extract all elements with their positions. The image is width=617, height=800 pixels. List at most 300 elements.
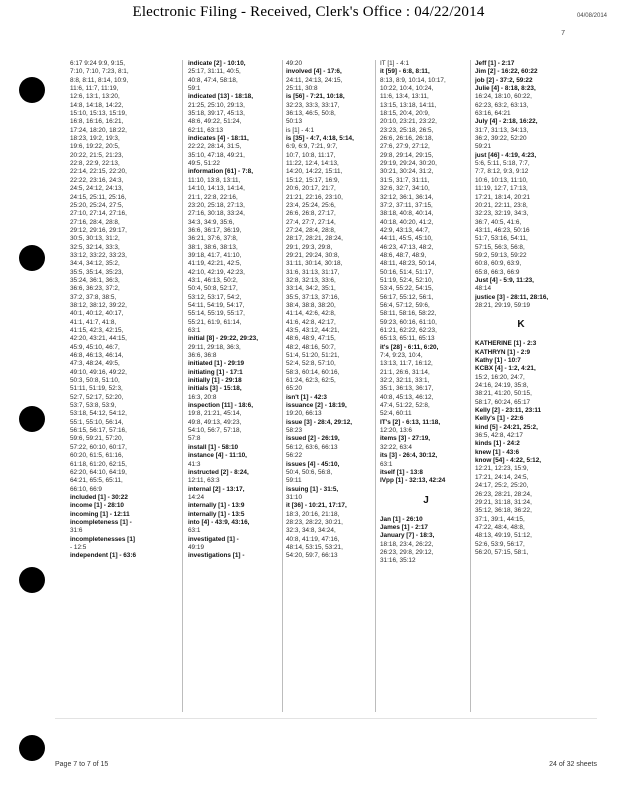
index-entry-refs: is [1] - 4:1 (286, 126, 315, 134)
index-entry-refs: 52:7, 52:17, 52:20, (70, 393, 124, 401)
index-entry-term: Jeff [1] - 2:17 (475, 60, 515, 67)
footer-rule (55, 718, 597, 719)
index-entry-refs: 49:8, 49:13, 49:23, (188, 418, 242, 426)
index-entry-refs: 61:21, 62:22, 62:23, (380, 327, 437, 334)
index-entry-refs: 29:1, 29:3, 29:8, (286, 243, 333, 251)
index-entry-refs: 51:19, 52:4, 52:10, (380, 276, 434, 284)
index-entry-refs: 49:5, 51:22 (188, 160, 220, 168)
index-entry-refs: 19:20, 66:13 (286, 410, 322, 418)
index-entry-refs: 47:4, 51:22, 52:8, (380, 402, 430, 410)
index-entry-refs: 63:1 (188, 527, 201, 535)
index-entry-refs: 53:7, 53:8, 53:9, (70, 402, 117, 410)
index-entry-refs: 22:22, 23:16, 24:3, (70, 176, 124, 184)
column-divider (375, 60, 376, 712)
index-entry-refs: 56:4, 57:12, 59:6, (380, 301, 430, 309)
index-entry-refs: 59:11 (286, 477, 302, 485)
index-column-3 (286, 60, 378, 561)
index-entry-refs: 58:3, 60:14, 60:16, (286, 368, 340, 376)
index-entry-refs: 45:9, 45:10, 46:7, (70, 343, 120, 351)
index-entry-refs: 37:2, 37:8, 38:5, (70, 293, 117, 301)
index-entry-refs: 32:23, 33:3, 33:17, (286, 101, 340, 109)
index-entry-refs: 26:6, 26:16, 26:18, (380, 135, 434, 143)
index-entry-refs: 25:17, 31:11, 40:5, (188, 68, 241, 76)
index-entry-refs: 25:11, 30:8 (286, 85, 318, 93)
index-entry-refs: 59:6, 59:21, 57:20, (70, 435, 124, 443)
index-entry-term: it's [28] - 6:11, 6:20, (380, 343, 439, 351)
index-entry-refs: 18:15, 20:4, 20:9, (380, 110, 430, 118)
index-entry-refs: 47:22, 48:4, 48:8, (475, 523, 525, 531)
index-entry-refs: 66:10, 66:9 (70, 485, 102, 493)
index-entry-refs: 13:13, 11:7, 16:12, (380, 360, 433, 368)
index-entry-refs: 37:1, 39:1, 44:15, (475, 515, 525, 523)
index-entry-term: Jim [2] - 16:22, 60:22 (475, 68, 538, 76)
index-entry-refs: 62:11, 63:13 (188, 126, 224, 134)
index-entry-refs: 23:20, 25:18, 27:13, (188, 201, 245, 209)
index-entry-term: just [46] - 4:19, 4:23, (475, 151, 537, 159)
index-entry-term: initiating [1] - 17:1 (188, 368, 243, 376)
index-entry-term: information [61] - 7:8, (188, 168, 253, 176)
index-entry-refs: 16:24, 18:10, 60:22, (475, 93, 532, 101)
index-entry-refs: 57:8 (188, 435, 201, 443)
index-entry-refs: 39:18, 41:7, 41:10, (188, 251, 242, 259)
index-entry-refs: 48:6, 49:22, 51:24, (188, 118, 242, 126)
index-entry-refs: 38:1, 38:6, 38:13, (188, 243, 238, 251)
index-entry-refs: 24:16, 24:19, 35:8, (475, 382, 529, 390)
punch-hole-icon (19, 77, 45, 103)
index-entry-refs: 28:21, 29:19, 59:19 (475, 301, 531, 309)
index-entry-refs: 60:20, 61:5, 61:16, (70, 452, 124, 460)
index-entry-refs: 55:1, 55:10, 56:14, (70, 418, 124, 426)
index-entry-refs: 21:21, 22:16, 23:10, (286, 193, 343, 201)
index-entry-term: issuance [2] - 18:19, (286, 402, 347, 410)
index-entry-refs: 18:3, 20:16, 21:18, (286, 510, 340, 518)
index-entry-refs: 7:10, 7:10, 7:23, 8:1, (70, 68, 129, 76)
index-entry-refs: 32:23, 32:19, 34:3, (475, 210, 529, 218)
index-entry-refs: 20:10, 23:21, 23:22, (380, 118, 437, 126)
index-entry-refs: 23:4, 25:24, 25:6, (286, 201, 336, 209)
index-entry-term: investigations [1] - (188, 552, 245, 560)
index-entry-refs: 41:1, 41:7, 41:8, (70, 318, 117, 326)
index-entry-refs: 31:11, 30:14, 30:18, (286, 260, 343, 268)
index-entry-term: know [54] - 4:22, 5:12, (475, 457, 542, 465)
index-entry-refs: 41:19, 42:21, 42:5, (188, 260, 242, 268)
index-entry-refs: 20:6, 20:17, 21:7, (286, 185, 336, 193)
index-entry-refs: 21:1, 22:8, 22:16, (188, 193, 238, 201)
index-entry-refs: 59:1 (188, 85, 201, 93)
index-entry-refs: 38:18, 40:8, 40:14, (380, 210, 434, 218)
index-entry-refs: 44:11, 45:5, 45:10, (380, 235, 433, 243)
index-entry-term: incompletenesses [1] (70, 535, 135, 543)
index-entry-refs: 36:6, 36:23, 37:2, (70, 285, 120, 293)
index-entry-term: issue [3] - 28:4, 29:12, (286, 418, 353, 426)
index-entry-refs: 52:6, 53:9, 56:17, (475, 540, 525, 548)
index-entry-refs: 17:24, 18:20, 18:22, (70, 126, 127, 134)
index-entry-term: is [56] - 7:21, 10:18, (286, 93, 345, 101)
index-entry-term: issued [2] - 26:19, (286, 435, 340, 443)
index-entry-refs: IT [1] - 4:1 (380, 60, 410, 67)
index-entry-refs: 53:12, 53:17, 54:2, (188, 293, 242, 301)
index-entry-term: install [1] - 58:10 (188, 443, 239, 451)
index-section-letter: K (517, 319, 525, 331)
index-entry-term: indicates [4] - 18:11, (188, 135, 249, 143)
index-entry-refs: 11:22, 12:4, 14:13, (286, 160, 339, 168)
index-entry-refs: 28:17, 28:21, 28:24, (286, 235, 343, 243)
index-entry-refs: 42:9, 43:13, 44:7, (380, 226, 430, 234)
index-entry-refs: 19:6, 19:22, 20:5, (70, 143, 120, 151)
index-entry-refs: 34:3, 34:9, 35:6, (188, 218, 235, 226)
index-entry-term: indicated [13] - 18:18, (188, 93, 253, 101)
index-entry-refs: 25:20, 25:24, 27:5, (70, 201, 124, 209)
index-entry-refs: 63:1 (188, 327, 201, 334)
index-entry-refs: 50:4, 50:8, 52:17, (188, 285, 238, 293)
index-entry-refs: 26:6, 26:8, 27:17, (286, 210, 336, 218)
index-entry-refs: 57:15, 56:3, 56:8, (475, 243, 525, 251)
index-entry-refs: 41:6, 42:8, 42:17, (286, 318, 336, 326)
index-entry-refs: 61:24, 62:3, 62:5, (286, 377, 336, 385)
index-entry-refs: 57:22, 60:10, 60:17, (70, 443, 127, 451)
index-entry-refs: 46:23, 47:13, 48:2, (380, 243, 434, 251)
column-divider (282, 60, 283, 712)
index-entry-refs: 38:4, 38:8, 38:20, (286, 301, 336, 309)
index-entry-refs: 12:21, 12:23, 15:9, (475, 465, 529, 473)
index-entry-refs: 38:12, 38:12, 39:22, (70, 301, 127, 309)
index-entry-term: July [4] - 2:18, 16:22, (475, 118, 538, 126)
index-entry-term: IVpp [1] - 32:13, 42:24 (380, 477, 446, 485)
index-entry-term: items [3] - 27:19, (380, 435, 431, 443)
index-entry-refs: 7:4, 9:23, 10:4, (380, 352, 423, 360)
page-range: Page 7 to 7 of 15 (55, 761, 109, 768)
index-entry-term: Kelly's [1] - 22:6 (475, 415, 524, 423)
index-entry-refs: 36:13, 46:5, 50:8, (286, 110, 336, 118)
punch-hole-icon (19, 406, 45, 432)
index-entry-term: itself [1] - 13:8 (380, 468, 423, 476)
index-entry-refs: 32:2, 32:11, 33:1, (380, 377, 430, 385)
index-entry-term: Jan [1] - 26:10 (380, 515, 423, 523)
index-entry-refs: 32:6, 32:7, 34:10, (380, 185, 430, 193)
index-entry-refs: 32:5, 32:14, 33:3, (70, 243, 120, 251)
index-entry-refs: 36:5, 42:8, 42:17 (475, 432, 523, 440)
index-entry-refs: 55:21, 61:9, 61:14, (188, 318, 242, 326)
column-divider (182, 60, 183, 712)
index-entry-refs: 13:15, 13:18, 14:11, (380, 101, 437, 109)
index-entry-refs: 5:6, 5:11, 5:18, 7:7, (475, 160, 530, 168)
index-entry-refs: 56:15, 56:17, 57:16, (70, 427, 127, 435)
index-entry-refs: 61:18, 61:20, 62:15, (70, 460, 127, 468)
punch-hole-icon (19, 245, 45, 271)
index-entry-refs: 29:11, 29:18, 36:3, (188, 343, 241, 351)
index-entry-term: kind [5] - 24:21, 25:2, (475, 423, 538, 431)
index-entry-refs: 49:19 (188, 543, 204, 551)
index-entry-refs: 54:11, 54:19, 54:17, (188, 301, 245, 309)
index-entry-refs: 60:8, 60:9, 63:9, (475, 260, 522, 268)
filing-stamp: Electronic Filing - Received, Clerk's Office : 04/22/2014 (132, 4, 485, 20)
index-column-5 (475, 60, 567, 557)
index-entry-refs: 40:8, 41:19, 47:16, (286, 535, 340, 543)
index-entry-refs: 41:15, 42:3, 42:15, (70, 327, 124, 334)
index-entry-refs: 63:16, 64:21 (475, 110, 511, 118)
index-entry-refs: 27:4, 27:7, 27:14, (286, 218, 336, 226)
index-entry-term: issues [4] - 45:10, (286, 460, 340, 468)
index-entry-refs: 63:1 (380, 460, 393, 468)
index-entry-term: Just [4] - 5:9, 11:23, (475, 276, 534, 284)
index-entry-refs: 24:15, 25:11, 25:16, (70, 193, 127, 201)
index-entry-refs: 28:23, 28:22, 30:21, (286, 518, 343, 526)
index-entry-refs: 48:11, 48:23, 50:14, (380, 260, 437, 268)
index-entry-refs: 14:20, 14:22, 15:11, (286, 168, 343, 176)
index-entry-refs: 48:6, 48:7, 48:9, (380, 251, 427, 259)
index-entry-term: its [3] - 26:4, 30:12, (380, 452, 438, 460)
index-entry-refs: 36:6, 36:8 (188, 352, 217, 360)
index-entry-refs: 37:2, 37:11, 37:15, (380, 201, 433, 209)
index-entry-refs: 36:21, 37:6, 37:8, (188, 235, 238, 243)
index-entry-refs: 32:3, 34:8, 34:24, (286, 527, 336, 535)
index-entry-refs: 32:12, 36:1, 36:14, (380, 193, 434, 201)
index-entry-refs: 29:8, 29:14, 29:15, (380, 151, 434, 159)
index-entry-refs: 15:2, 16:20, 24:7, (475, 373, 525, 381)
index-entry-refs: 26:23, 29:8, 29:12, (380, 548, 434, 556)
index-entry-refs: 49:10, 49:16, 49:22, (70, 368, 127, 376)
punch-hole-icon (19, 567, 45, 593)
index-entry-refs: 36:6, 36:17, 36:19, (188, 226, 242, 234)
index-entry-refs: 50:16, 51:4, 51:17, (380, 268, 434, 276)
index-entry-refs: 12:6, 13:1, 13:20, (70, 93, 120, 101)
index-entry-term: January [7] - 18:3, (380, 532, 435, 540)
index-entry-refs: 26:23, 28:21, 28:24, (475, 490, 532, 498)
index-entry-refs: 6:17 9:24 9:9, 9:15, (70, 60, 126, 67)
index-entry-refs: 29:21, 29:24, 30:8, (286, 251, 340, 259)
index-entry-refs: 31:5, 31:7, 31:11, (380, 176, 430, 184)
index-entry-refs: 33:12, 33:22, 33:23, (70, 251, 127, 259)
index-entry-refs: 35:12, 36:18, 36:22, (475, 507, 532, 515)
index-entry-refs: 56:12, 63:6, 66:13 (286, 443, 338, 451)
index-entry-refs: 47:3, 48:24, 49:5, (70, 360, 120, 368)
index-entry-term: job [2] - 37:2, 59:22 (475, 76, 533, 84)
index-entry-refs: 56:17, 55:12, 56:1, (380, 293, 434, 301)
index-entry-refs: 40:8, 45:13, 46:12, (380, 393, 434, 401)
index-entry-refs: 52:4, 60:11 (380, 410, 412, 418)
index-entry-refs: 11:6, 11:7, 11:19, (70, 85, 119, 93)
index-entry-refs: 43:1, 46:13, 50:2, (188, 276, 238, 284)
index-entry-refs: 51:7, 53:16, 54:11, (475, 235, 528, 243)
index-entry-term: instructed [2] - 8:24, (188, 468, 249, 476)
index-entry-refs: 8:8, 8:11, 8:14, 10:9, (70, 76, 129, 84)
index-entry-refs: 59:23, 60:16, 61:10, (380, 318, 437, 326)
index-entry-term: investigated [1] - (188, 535, 239, 543)
index-entry-term: Julie [4] - 8:18, 8:23, (475, 85, 536, 93)
index-entry-refs: 17:21, 24:14, 24:5, (475, 473, 529, 481)
index-entry-refs: 42:10, 42:19, 42:23, (188, 268, 245, 276)
index-entry-refs: 21:25, 25:10, 29:13, (188, 101, 245, 109)
index-entry-refs: 40:8, 47:4, 58:18, (188, 76, 238, 84)
index-entry-refs: 22:14, 22:15, 22:20, (70, 168, 127, 176)
index-entry-refs: 65:8, 66:3, 66:9 (475, 268, 520, 276)
index-entry-refs: 43:11, 46:23, 50:16 (475, 226, 530, 234)
corner-date: 04/08/2014 (576, 13, 607, 19)
index-entry-term: into [4] - 43:9, 43:16, (188, 518, 250, 526)
index-entry-term: initiated [1] - 29:19 (188, 360, 245, 368)
index-entry-refs: 27:16, 30:18, 33:24, (188, 210, 245, 218)
index-entry-refs: 8:13, 8:9, 10:14, 10:17, (380, 76, 446, 84)
index-entry-refs: 51:11, 51:19, 52:3, (70, 385, 123, 393)
index-entry-refs: 31:6, 31:13, 31:17, (286, 268, 340, 276)
index-entry-refs: 11:6, 13:4, 13:11, (380, 93, 429, 101)
index-entry-refs: 48:14 (475, 285, 491, 293)
index-entry-term: issuing [1] - 31:5, (286, 485, 339, 493)
index-entry-refs: 20:22, 21:5, 21:23, (70, 151, 124, 159)
index-entry-refs: 18:18, 23:4, 26:22, (380, 540, 434, 548)
index-entry-refs: 6:9, 6:9, 7:21, 9:7, (286, 143, 338, 151)
index-entry-refs: 53:4, 55:22, 54:15, (380, 285, 434, 293)
index-entry-refs: 55:14, 55:19, 55:17, (188, 310, 245, 318)
index-entry-refs: 29:12, 29:16, 29:17, (70, 226, 127, 234)
index-entry-refs: 43:5, 43:12, 44:21, (286, 327, 340, 334)
index-entry-refs: 19:8, 21:21, 45:14, (188, 410, 242, 418)
index-entry-refs: 10:22, 10:4, 10:24, (380, 85, 434, 93)
index-entry-refs: - 12:5 (70, 543, 87, 551)
index-column-4 (380, 60, 472, 566)
index-entry-refs: 30:21, 30:24, 31:2, (380, 168, 434, 176)
index-entry-refs: 14:8, 14:18, 14:22, (70, 101, 124, 109)
index-entry-term: inspection [11] - 18:6, (188, 402, 253, 410)
index-entry-refs: 17:21, 18:14, 20:21 (475, 193, 531, 201)
index-entry-term: knew [1] - 43:6 (475, 448, 520, 456)
index-entry-refs: 38:21, 41:20, 50:15, (475, 390, 532, 398)
index-entry-term: KCBX [4] - 1:2, 4:21, (475, 365, 536, 373)
index-entry-term: instance [4] - 11:10, (188, 452, 247, 460)
index-entry-refs: 35:1, 36:13, 36:17, (380, 385, 434, 393)
index-entry-refs: 31:10 (286, 493, 302, 501)
index-entry-refs: 53:18, 54:12, 54:12, (70, 410, 127, 418)
index-entry-refs: 20:21, 22:11, 23:8, (475, 201, 528, 209)
index-entry-refs: 32:22, 63:4 (380, 443, 412, 451)
index-entry-refs: 27:24, 28:4, 28:8, (286, 226, 336, 234)
index-entry-refs: 35:5, 37:13, 37:16, (286, 293, 340, 301)
index-entry-refs: 40:1, 40:12, 40:17, (70, 310, 124, 318)
index-entry-refs: 49:20 (286, 60, 302, 67)
index-entry-refs: 27:16, 28:4, 28:8, (70, 218, 120, 226)
index-entry-refs: 32:8, 32:13, 33:6, (286, 276, 336, 284)
index-entry-refs: 40:18, 40:20, 41:2, (380, 218, 434, 226)
index-entry-term: incoming [1] - 12:11 (70, 510, 130, 518)
index-entry-refs: 56:22 (286, 452, 302, 460)
index-entry-term: independent [1] - 63:6 (70, 552, 137, 560)
index-entry-refs: 46:8, 46:13, 46:14, (70, 352, 124, 360)
index-entry-term: James [1] - 2:17 (380, 523, 428, 531)
index-entry-refs: 65:20 (286, 385, 302, 393)
index-entry-term: initials [3] - 15:18, (188, 385, 242, 393)
index-entry-refs: 64:21, 65:5, 65:11, (70, 477, 123, 485)
index-entry-refs: 27:10, 27:14, 27:16, (70, 210, 127, 218)
index-entry-refs: 51:4, 51:20, 51:21, (286, 352, 340, 360)
index-entry-refs: 30:5, 30:13, 31:2, (70, 235, 120, 243)
index-entry-refs: 7:7, 8:12, 9:3, 9:12 (475, 168, 529, 176)
index-entry-term: involved [4] - 17:6, (286, 68, 342, 76)
index-entry-term: indicate [2] - 10:10, (188, 60, 246, 67)
index-entry-refs: 24:11, 24:13, 24:15, (286, 76, 343, 84)
index-entry-refs: 14:10, 14:13, 14:14, (188, 185, 245, 193)
index-entry-refs: 11:10, 13:8, 13:11, (188, 176, 241, 184)
index-entry-refs: 36:7, 40:5, 41:6, (475, 218, 522, 226)
index-entry-refs: 33:14, 34:2, 35:1, (286, 285, 336, 293)
index-entry-refs: 15:12, 15:17, 16:9, (286, 176, 340, 184)
index-entry-refs: 31:7, 31:13, 34:13, (475, 126, 529, 134)
index-entry-refs: 41:14, 42:6, 42:8, (286, 310, 336, 318)
index-entry-refs: 11:19, 12:7, 17:13, (475, 185, 528, 193)
index-column-1 (70, 60, 162, 561)
index-entry-term: KATHRYN [1] - 2:9 (475, 348, 531, 356)
index-entry-term: it [36] - 10:21, 17:17, (286, 502, 347, 510)
corner-mark: 7 (561, 30, 565, 37)
punch-hole-icon (19, 735, 45, 761)
index-entry-refs: 58:11, 58:16, 58:22, (380, 310, 437, 318)
index-entry-refs: 35:18, 39:17, 45:13, (188, 110, 245, 118)
index-entry-refs: 41:3 (188, 460, 201, 468)
index-entry-refs: 50:4, 50:6, 56:8, (286, 468, 333, 476)
index-entry-refs: 22:22, 28:14, 31:5, (188, 143, 242, 151)
column-divider (470, 60, 471, 712)
index-entry-refs: 65:13, 65:11, 65:13 (380, 335, 435, 343)
index-entry-refs: 35:24, 36:1, 36:3, (70, 276, 120, 284)
index-entry-refs: 12:11, 63:3 (188, 477, 220, 485)
index-entry-refs: 27:6, 27:9, 27:12, (380, 143, 430, 151)
index-entry-refs: 48:13, 49:19, 51:12, (475, 532, 532, 540)
index-entry-refs: 34:4, 34:12, 35:2, (70, 260, 120, 268)
index-column-2 (188, 60, 280, 561)
index-entry-refs: 31:16, 35:12 (380, 557, 416, 565)
index-entry-term: Kathy [1] - 10:7 (475, 357, 521, 364)
index-entry-term: IT's [2] - 6:13, 11:18, (380, 418, 441, 426)
index-entry-refs: 36:2, 39:22, 52:20 (475, 135, 527, 143)
index-entry-term: income [1] - 28:10 (70, 502, 124, 510)
index-entry-term: initial [8] - 29:22, 29:23, (188, 335, 258, 343)
index-entry-refs: 16:8, 16:16, 16:21, (70, 118, 124, 126)
sheet-count: 24 of 32 sheets (549, 761, 597, 768)
index-entry-term: incompleteness [1] - (70, 518, 132, 526)
index-entry-term: internally [1] - 13:9 (188, 502, 245, 510)
index-entry-refs: 15:10, 15:13, 15:19, (70, 110, 127, 118)
index-entry-refs: 62:20, 64:10, 64:19, (70, 468, 127, 476)
index-entry-refs: 29:21, 31:18, 31:24, (475, 498, 532, 506)
index-section-letter: J (423, 494, 429, 506)
index-entry-refs: 58:23 (286, 427, 302, 435)
index-entry-term: isn't [1] - 42:3 (286, 393, 327, 401)
index-entry-refs: 24:5, 24:12, 24:13, (70, 185, 124, 193)
index-entry-refs: 59:2, 59:13, 59:22 (475, 251, 527, 259)
index-entry-refs: 54:20, 59:7, 66:13 (286, 552, 338, 560)
index-entry-refs: 56:20, 57:15, 58:1, (475, 548, 529, 556)
index-entry-refs: 21:1, 26:6, 31:14, (380, 368, 430, 376)
index-entry-refs: 52:4, 52:8, 57:10, (286, 360, 336, 368)
index-entry-refs: 24:17, 25:2, 25:20, (475, 482, 529, 490)
index-entry-refs: 16:3, 20:8 (188, 393, 217, 401)
index-entry-refs: 48:6, 48:9, 47:15, (286, 335, 336, 343)
index-entry-refs: 58:17, 60:24, 65:17 (475, 398, 531, 406)
index-entry-term: Kelly [2] - 23:11, 23:11 (475, 407, 542, 415)
index-entry-refs: 48:14, 53:15, 53:21, (286, 543, 343, 551)
index-entry-refs: 23:23, 25:18, 26:5, (380, 126, 434, 134)
index-entry-refs: 54:10, 56:7, 57:18, (188, 427, 242, 435)
index-entry-term: internally [1] - 13:5 (188, 510, 245, 518)
index-entry-refs: 62:23, 63:2, 63:13, (475, 101, 529, 109)
index-entry-refs: 14:24 (188, 493, 204, 501)
index-entry-term: kinds [1] - 24:2 (475, 440, 520, 448)
index-entry-refs: 50:13 (286, 118, 302, 126)
index-entry-refs: 31:6 (70, 527, 83, 535)
index-entry-term: is [35] - 4:7, 4:18, 5:14, (286, 135, 354, 143)
index-entry-refs: 12:20, 13:6 (380, 427, 412, 435)
index-entry-refs: 50:3, 50:8, 51:10, (70, 377, 120, 385)
index-entry-term: KATHERINE [1] - 2:3 (475, 340, 537, 348)
